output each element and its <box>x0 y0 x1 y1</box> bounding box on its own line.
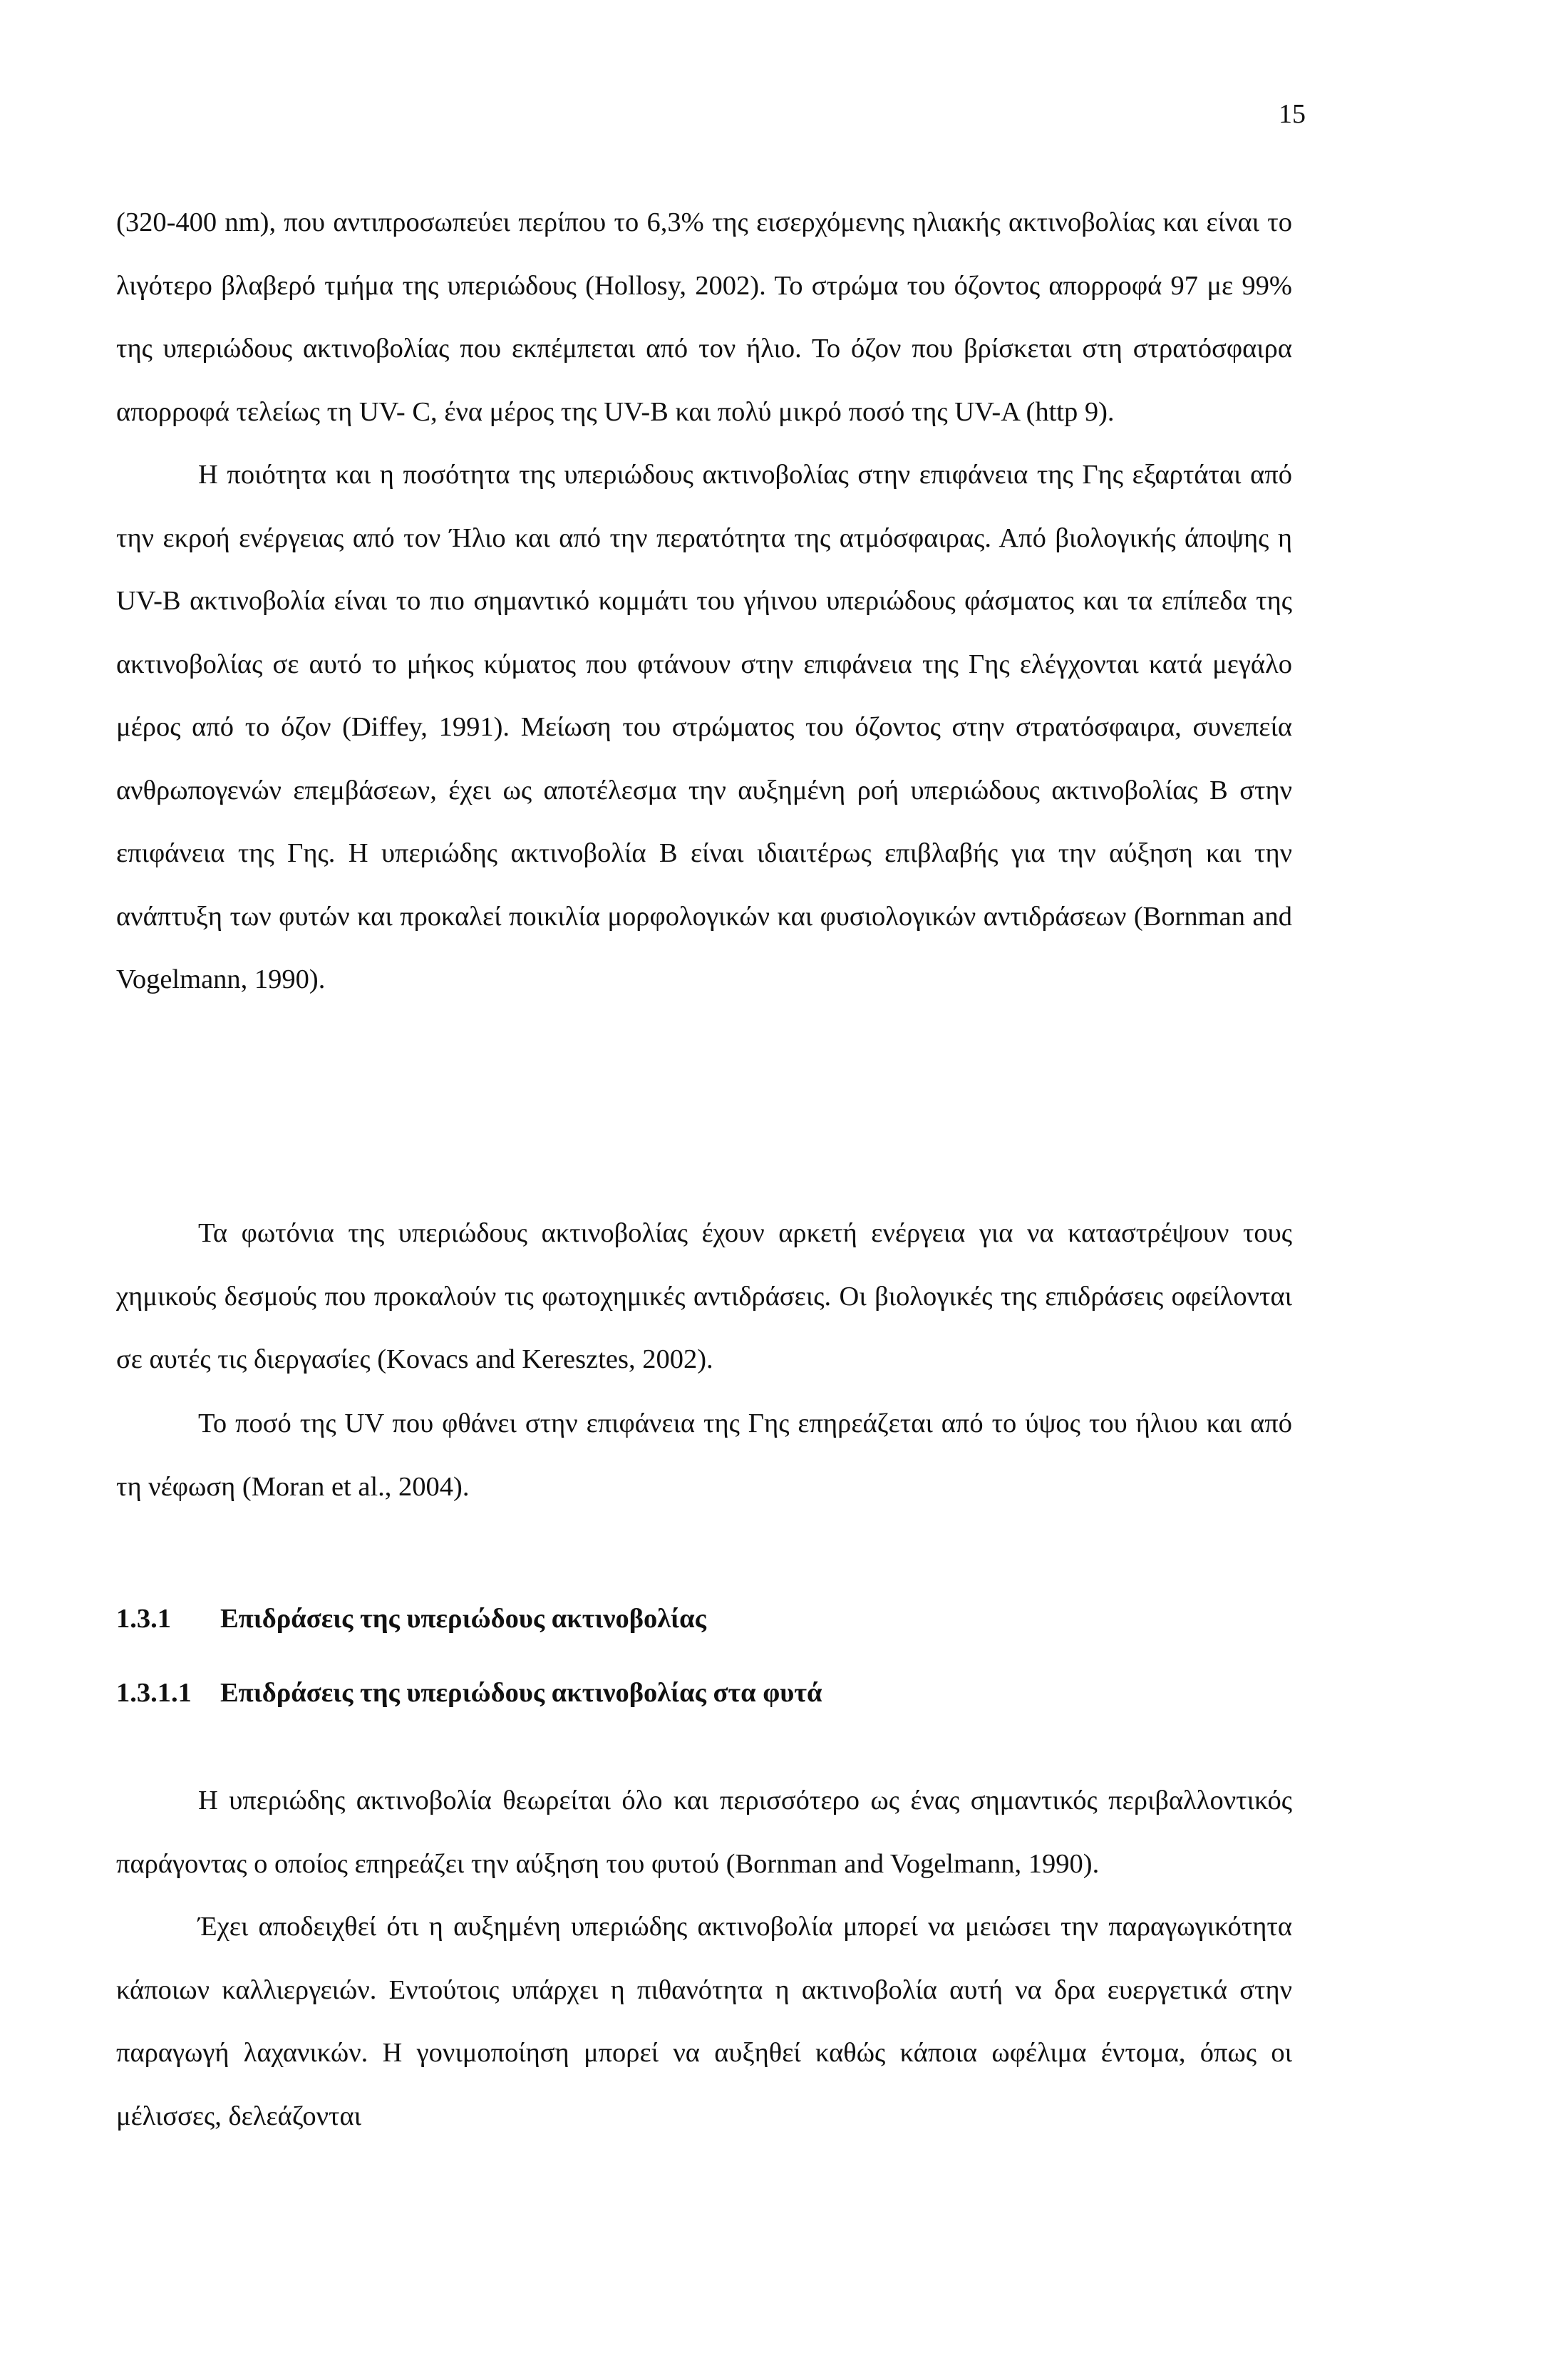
subsection-number: 1.3.1.1 <box>116 1678 192 1708</box>
paragraph-uv-quality: Η ποιότητα και η ποσότητα της υπεριώδους ακτινοβολίας στην επιφάνεια της Γης εξαρτάται από την εκροή ενέργειας από τον Ήλιο και από την περατότητα της ατμόσφαιρας. Από βιολογικής άποψης η UV-B ακτινοβολία είναι το πιο σημαντικό κομμάτι του γήινου υπεριώδους φάσματος και τα επίπεδα της ακτινοβολίας σε αυτό το μήκος κύματος που φτάνουν στην επιφάνεια της Γης ελέγχονται κατά μεγάλο μέρος από το όζον (Diffey, 1991). Μείωση του στρώματος του όζοντος στην στρατόσφαιρα, συνεπεία ανθρωπογενών επεμβάσεων, έχει ως αποτέλεσμα την αυξημένη ροή υπεριώδους ακτινοβολίας Β στην επιφάνεια της Γης. Η υπεριώδης ακτινοβολία Β είναι ιδιαιτέρως επιβλαβής για την αύξηση και την ανάπτυξη των φυτών και προκαλεί ποικιλία μορφολογικών και φυσιολογικών αντιδράσεων (Bornman and Vogelmann, 1990). <box>116 460 1292 994</box>
paragraph-uv-amount: Το ποσό της UV που φθάνει στην επιφάνεια της Γης επηρεάζεται από το ύψος του ήλιου και από τη νέφωση (Moran et al., 2004). <box>116 1408 1292 1502</box>
paragraph-uva-ozone: (320-400 nm), που αντιπροσωπεύει περίπου το 6,3% της εισερχόμενης ηλιακής ακτινοβολίας και είναι το λιγότερο βλαβερό τμήμα της υπεριώδους (Hollosy, 2002). Το στρώμα του όζοντος απορροφά 97 με 99% της υπεριώδους ακτινοβολίας που εκπέμπεται από τον ήλιο. Το όζον που βρίσκεται στη στρατόσφαιρα απορροφά τελείως τη UV- C, ένα μέρος της UV-B και πολύ μικρό ποσό της UV-A (http 9). <box>116 207 1292 427</box>
section-heading-1-3-1 <box>116 1597 706 1640</box>
section-number: 1.3.1 <box>116 1604 171 1634</box>
paragraph-uv-environmental-factor: Η υπεριώδης ακτινοβολία θεωρείται όλο και περισσότερο ως ένας σημαντικός περιβαλλοντικός παράγοντας ο οποίος επηρεάζει την αύξηση του φυτού (Bornman and Vogelmann, 1990). <box>116 1786 1292 1879</box>
document-body-bottom <box>116 1769 1292 2148</box>
page-number: 15 <box>1279 99 1306 129</box>
paragraph-uv-productivity: Έχει αποδειχθεί ότι η αυξημένη υπεριώδης ακτινοβολία μπορεί να μειώσει την παραγωγικότητα κάποιων καλλιεργειών. Εντούτοις υπάρχει η πιθανότητα η ακτινοβολία αυτή να δρα ευεργετικά στην παραγωγή λαχανικών. Η γονιμοποίηση μπορεί να αυξηθεί καθώς κάποια ωφέλιμα έντομα, όπως οι μέλισσες, δελεάζονται <box>116 1912 1292 2131</box>
paragraph-photons: Τα φωτόνια της υπεριώδους ακτινοβολίας έχουν αρκετή ενέργεια για να καταστρέψουν τους χημικούς δεσμούς που προκαλούν τις φωτοχημικές αντιδράσεις. Οι βιολογικές της επιδράσεις οφείλονται σε αυτές τις διεργασίες (Kovacs and Keresztes, 2002). <box>116 1218 1292 1374</box>
subsection-title: Επιδράσεις της υπεριώδους ακτινοβολίας στα φυτά <box>220 1678 822 1708</box>
document-body-top <box>116 191 1292 1011</box>
section-title: Επιδράσεις της υπεριώδους ακτινοβολίας <box>220 1604 706 1634</box>
section-heading-1-3-1-1 <box>116 1671 822 1714</box>
